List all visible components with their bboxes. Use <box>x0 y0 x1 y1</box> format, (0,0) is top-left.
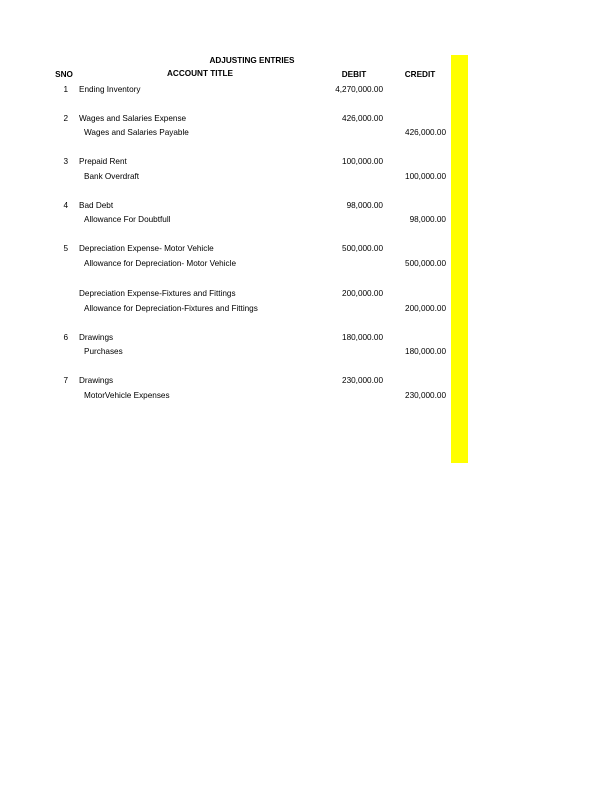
entry-account-title: MotorVehicle Expenses <box>84 391 170 400</box>
entry-account-title: Drawings <box>79 376 114 385</box>
entry-credit: 500,000.00 <box>405 259 446 268</box>
header-account-title: ACCOUNT TITLE <box>167 69 233 78</box>
entry-account-title: Ending Inventory <box>79 85 141 94</box>
entry-debit: 180,000.00 <box>342 333 383 342</box>
entry-debit: 500,000.00 <box>342 244 383 253</box>
entry-debit: 98,000.00 <box>346 201 383 210</box>
header-debit: DEBIT <box>341 70 367 79</box>
entry-account-title: Drawings <box>79 333 114 342</box>
entry-account-title: Allowance For Doubtfull <box>84 215 171 224</box>
page-title: ADJUSTING ENTRIES <box>209 56 295 65</box>
entry-credit: 230,000.00 <box>405 391 446 400</box>
entry-account-title: Allowance for Depreciation-Fixtures and Fittings <box>84 304 258 313</box>
entry-debit: 200,000.00 <box>342 289 383 298</box>
entry-account-title: Wages and Salaries Expense <box>79 114 187 123</box>
entry-debit: 426,000.00 <box>342 114 383 123</box>
entry-debit: 100,000.00 <box>342 157 383 166</box>
entry-debit: 4,270,000.00 <box>335 85 383 94</box>
header-sno: SNO <box>55 70 73 79</box>
entry-account-title: Allowance for Depreciation- Motor Vehicle <box>84 259 236 268</box>
entry-sno: 4 <box>63 201 68 210</box>
entry-account-title: Purchases <box>84 347 123 356</box>
entry-credit: 180,000.00 <box>405 347 446 356</box>
entry-account-title: Prepaid Rent <box>79 157 127 166</box>
entry-account-title: Depreciation Expense- Motor Vehicle <box>79 244 214 253</box>
entry-sno: 7 <box>63 376 68 385</box>
header-credit: CREDIT <box>404 70 436 79</box>
entry-sno: 1 <box>63 85 68 94</box>
entry-account-title: Wages and Salaries Payable <box>84 128 189 137</box>
entry-sno: 5 <box>63 244 68 253</box>
entry-sno: 2 <box>63 114 68 123</box>
entry-debit: 230,000.00 <box>342 376 383 385</box>
entry-credit: 100,000.00 <box>405 172 446 181</box>
entry-credit: 426,000.00 <box>405 128 446 137</box>
entry-account-title: Bad Debt <box>79 201 114 210</box>
entry-credit: 200,000.00 <box>405 304 446 313</box>
entry-sno: 6 <box>63 333 68 342</box>
yellow-highlight-column <box>451 55 468 463</box>
entry-account-title: Bank Overdraft <box>84 172 140 181</box>
entry-account-title: Depreciation Expense-Fixtures and Fittings <box>79 289 236 298</box>
entry-credit: 98,000.00 <box>409 215 446 224</box>
entry-sno: 3 <box>63 157 68 166</box>
